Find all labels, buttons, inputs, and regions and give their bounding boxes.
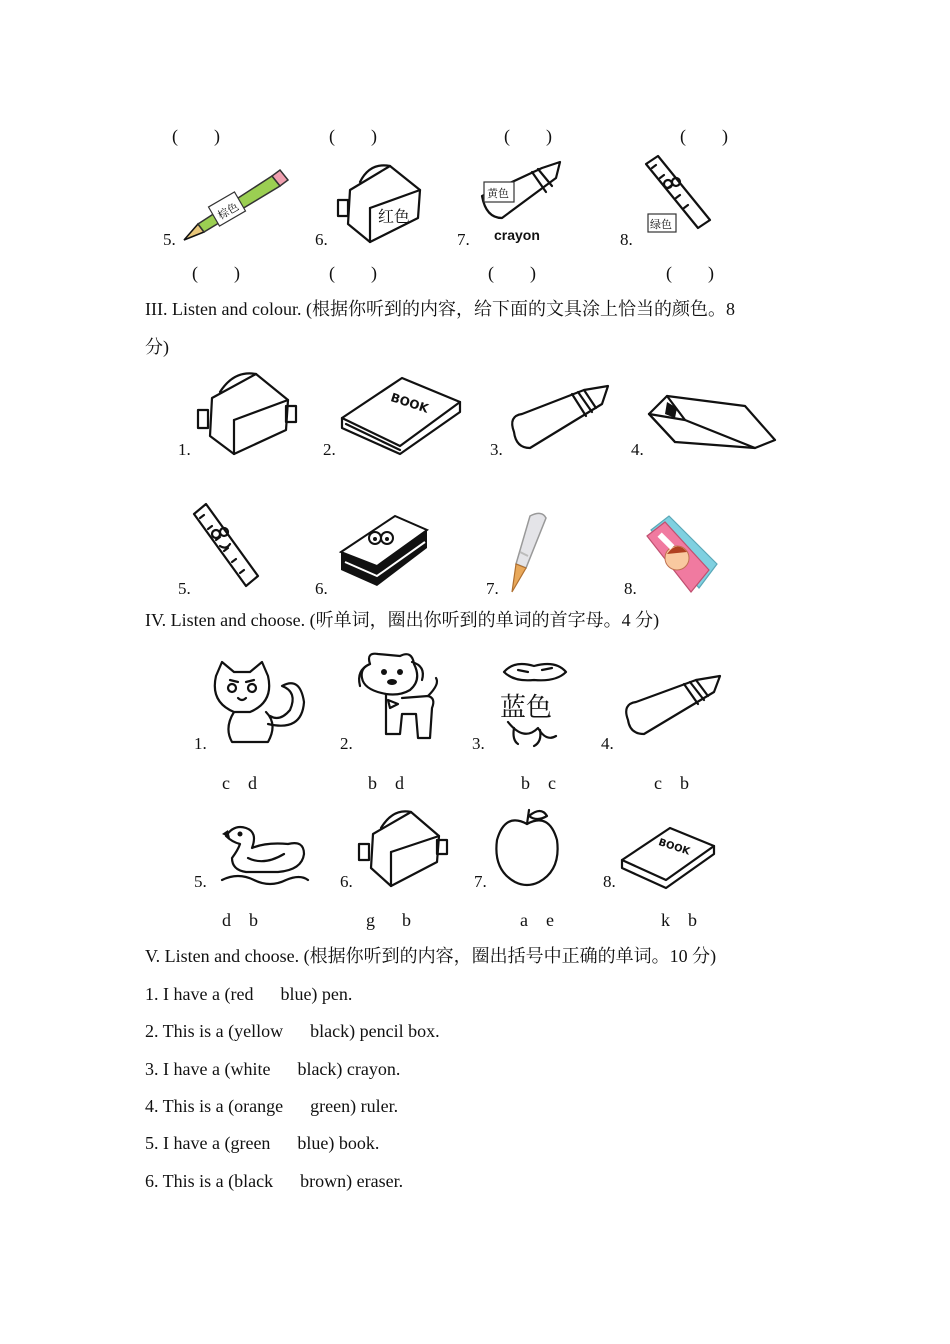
crayon-icon <box>472 156 567 246</box>
item-number: 3. <box>490 440 503 459</box>
item-number: 2. <box>340 734 353 753</box>
letter-choices[interactable]: a e <box>520 910 554 930</box>
apple-icon <box>491 806 563 888</box>
pencil-icon <box>176 168 291 246</box>
section-4-title: IV. Listen and choose. (听单词，圈出你听到的单词的首字母。4 分) <box>145 610 660 630</box>
ruler-icon <box>640 154 715 244</box>
item-number: 7. <box>474 872 487 891</box>
sentence-item[interactable]: 3. I have a (white black) crayon. <box>145 1059 401 1079</box>
answer-paren[interactable]: ( ) <box>329 263 377 283</box>
blue-label: 蓝色 <box>500 693 553 723</box>
pen-icon <box>496 510 554 596</box>
item-number: 7. <box>457 230 470 249</box>
section-5-title: V. Listen and choose. (根据你听到的内容，圈出括号中正确的单词。10 分) <box>145 946 717 966</box>
bag-label: 红色 <box>378 207 411 226</box>
letter-choices[interactable]: c b <box>654 773 689 793</box>
letter-choices[interactable]: g b <box>366 910 411 930</box>
squirrel-icon <box>208 662 312 748</box>
eraser-icon <box>645 390 779 452</box>
item-number: 6. <box>315 579 328 598</box>
answer-paren[interactable]: ( ) <box>680 126 728 146</box>
sentence-item[interactable]: 4. This is a (orange green) ruler. <box>145 1096 399 1116</box>
section-3-title-cont: 分) <box>145 337 169 357</box>
item-number: 6. <box>340 872 353 891</box>
crayon-word: crayon <box>494 227 540 243</box>
item-number: 1. <box>178 440 191 459</box>
answer-paren[interactable]: ( ) <box>192 263 240 283</box>
book-label: BOOK <box>388 390 431 416</box>
schoolbag-icon <box>190 368 300 458</box>
sentence-item[interactable]: 6. This is a (black brown) eraser. <box>145 1171 404 1191</box>
answer-paren[interactable]: ( ) <box>666 263 714 283</box>
letter-choices[interactable]: k b <box>661 910 697 930</box>
sentence-item[interactable]: 2. This is a (yellow black) pencil box. <box>145 1021 440 1041</box>
book-icon <box>618 824 716 888</box>
sentence-item[interactable]: 1. I have a (red blue) pen. <box>145 984 353 1004</box>
section-3-title: III. Listen and colour. (根据你听到的内容，给下面的文具涂上恰当的颜色。8 <box>145 299 735 319</box>
item-number: 5. <box>178 579 191 598</box>
pencil-label: 棕色 <box>215 200 242 223</box>
answer-paren[interactable]: ( ) <box>172 126 220 146</box>
book-icon <box>338 374 464 454</box>
item-number: 3. <box>472 734 485 753</box>
item-number: 5. <box>194 872 207 891</box>
crayon-icon <box>506 382 612 454</box>
item-number: 2. <box>323 440 336 459</box>
item-number: 4. <box>601 734 614 753</box>
answer-paren[interactable]: ( ) <box>329 126 377 146</box>
letter-choices[interactable]: b c <box>521 773 556 793</box>
item-number: 5. <box>163 230 176 249</box>
item-number: 7. <box>486 579 499 598</box>
item-number: 8. <box>624 579 637 598</box>
item-number: 1. <box>194 734 207 753</box>
sentence-item[interactable]: 5. I have a (green blue) book. <box>145 1133 380 1153</box>
pencil-box-icon <box>643 512 723 592</box>
letter-choices[interactable]: c d <box>222 773 257 793</box>
duck-icon <box>218 822 312 888</box>
item-number: 6. <box>315 230 328 249</box>
letter-choices[interactable]: d b <box>222 910 258 930</box>
book-label: BOOK <box>656 837 692 858</box>
item-number: 4. <box>631 440 644 459</box>
schoolbag-icon <box>330 160 430 246</box>
answer-paren[interactable]: ( ) <box>488 263 536 283</box>
letter-choices[interactable]: b d <box>368 773 404 793</box>
crayon-tag-label: 黄色 <box>487 187 509 200</box>
item-number: 8. <box>603 872 616 891</box>
eraser-icon <box>337 508 431 588</box>
item-number: 8. <box>620 230 633 249</box>
answer-paren[interactable]: ( ) <box>504 126 552 146</box>
ruler-icon <box>190 502 262 590</box>
crayon-icon <box>620 672 724 740</box>
dog-icon <box>356 650 440 746</box>
blue-colour-icon <box>494 658 576 748</box>
ruler-label: 绿色 <box>650 218 672 231</box>
schoolbag-icon <box>353 806 449 888</box>
